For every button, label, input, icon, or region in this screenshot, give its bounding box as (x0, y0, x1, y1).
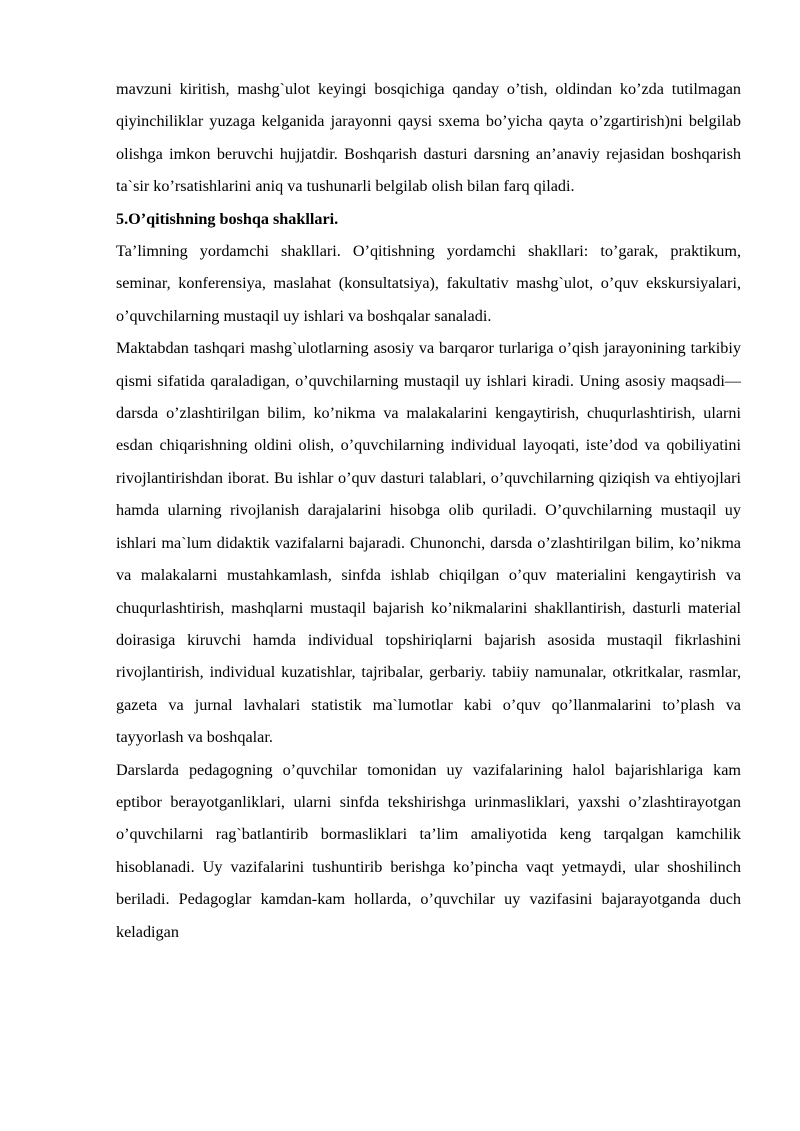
paragraph-control-program: mavzuni kiritish, mashg`ulot keyingi bosqichiga qanday o’tish, oldindan ko’zda tutilmagan qiyinchiliklar yuzaga kelganida jarayonni qaysi sxema bo’yicha qayta o’zgartirish)ni belgilab olishga imkon beruvchi hujjatdir. Boshqarish dasturi darsning an’anaviy rejasidan boshqarish ta`sir ko’rsatishlarini aniq va tushunarli belgilab olish bilan farq qiladi. (116, 80, 741, 196)
paragraph-auxiliary-forms: Ta’limning yordamchi shakllari. O’qitishning yordamchi shakllari: to’garak, praktikum, seminar, konferensiya, maslahat (konsultatsiya), fakultativ mashg`ulot, o’quv ekskursiyalari, o’quvchilarning mustaqil uy ishlari va boshqalar sanaladi. (116, 242, 741, 325)
document-body (116, 73, 741, 948)
paragraph-homework-shortcomings: Darslarda pedagogning o’quvchilar tomonidan uy vazifalarining halol bajarishlariga kam eptibor berayotganliklari, ularni sinfda tekshirishga urinmasliklari, yaxshi o’zlashtirayotgan o’quvchilarni rag`batlantirib bormasliklari ta’lim amaliyotida keng tarqalgan kamchilik hisoblanadi. Uy vazifalarini tushuntirib berishga ko’pincha vaqt yetmaydi, ular shoshilinch beriladi. Pedagoglar kamdan-kam hollarda, o’quvchilar uy vazifasini bajarayotganda duch keladigan (116, 760, 741, 941)
section-heading-other-forms: 5.O’qitishning boshqa shakllari. (116, 209, 339, 228)
paragraph-homework-purpose: Maktabdan tashqari mashg`ulotlarning asosiy va barqaror turlariga o’qish jarayonining tarkibiy qismi sifatida qaraladigan, o’quvchilarning mustaqil uy ishlari kiradi. Uning asosiy maqsadi— darsda o’zlashtirilgan bilim, ko’nikma va malakalarini kengaytirish, chuqurlashtirish, ularni esdan chiqarishning oldini olish, o’quvchilarning individual layoqati, iste’dod va qobiliyatini rivojlantirishdan iborat. Bu ishlar o’quv dasturi talablari, o’quvchilarning qiziqish va ehtiyojlari hamda ularning rivojlanish darajalarini hisobga olib quriladi. O’quvchilarning mustaqil uy ishlari ma`lum didaktik vazifalarni bajaradi. Chunonchi, darsda o’zlashtirilgan bilim, ko’nikma va malakalarni mustahkamlash, sinfda ishlab chiqilgan o’quv materialini kengaytirish va chuqurlashtirish, mashqlarni mustaqil bajarish ko’nikmalarini shakllantirish, dasturli material doirasiga kiruvchi hamda individual topshiriqlarni bajarish asosida mustaqil fikrlashini rivojlantirish, individual kuzatishlar, tajribalar, gerbariy. tabiiy namunalar, otkritkalar, rasmlar, gazeta va jurnal lavhalari statistik ma`lumotlar kabi o’quv qo’llanmalarini to’plash va tayyorlash va boshqalar. (116, 339, 741, 747)
